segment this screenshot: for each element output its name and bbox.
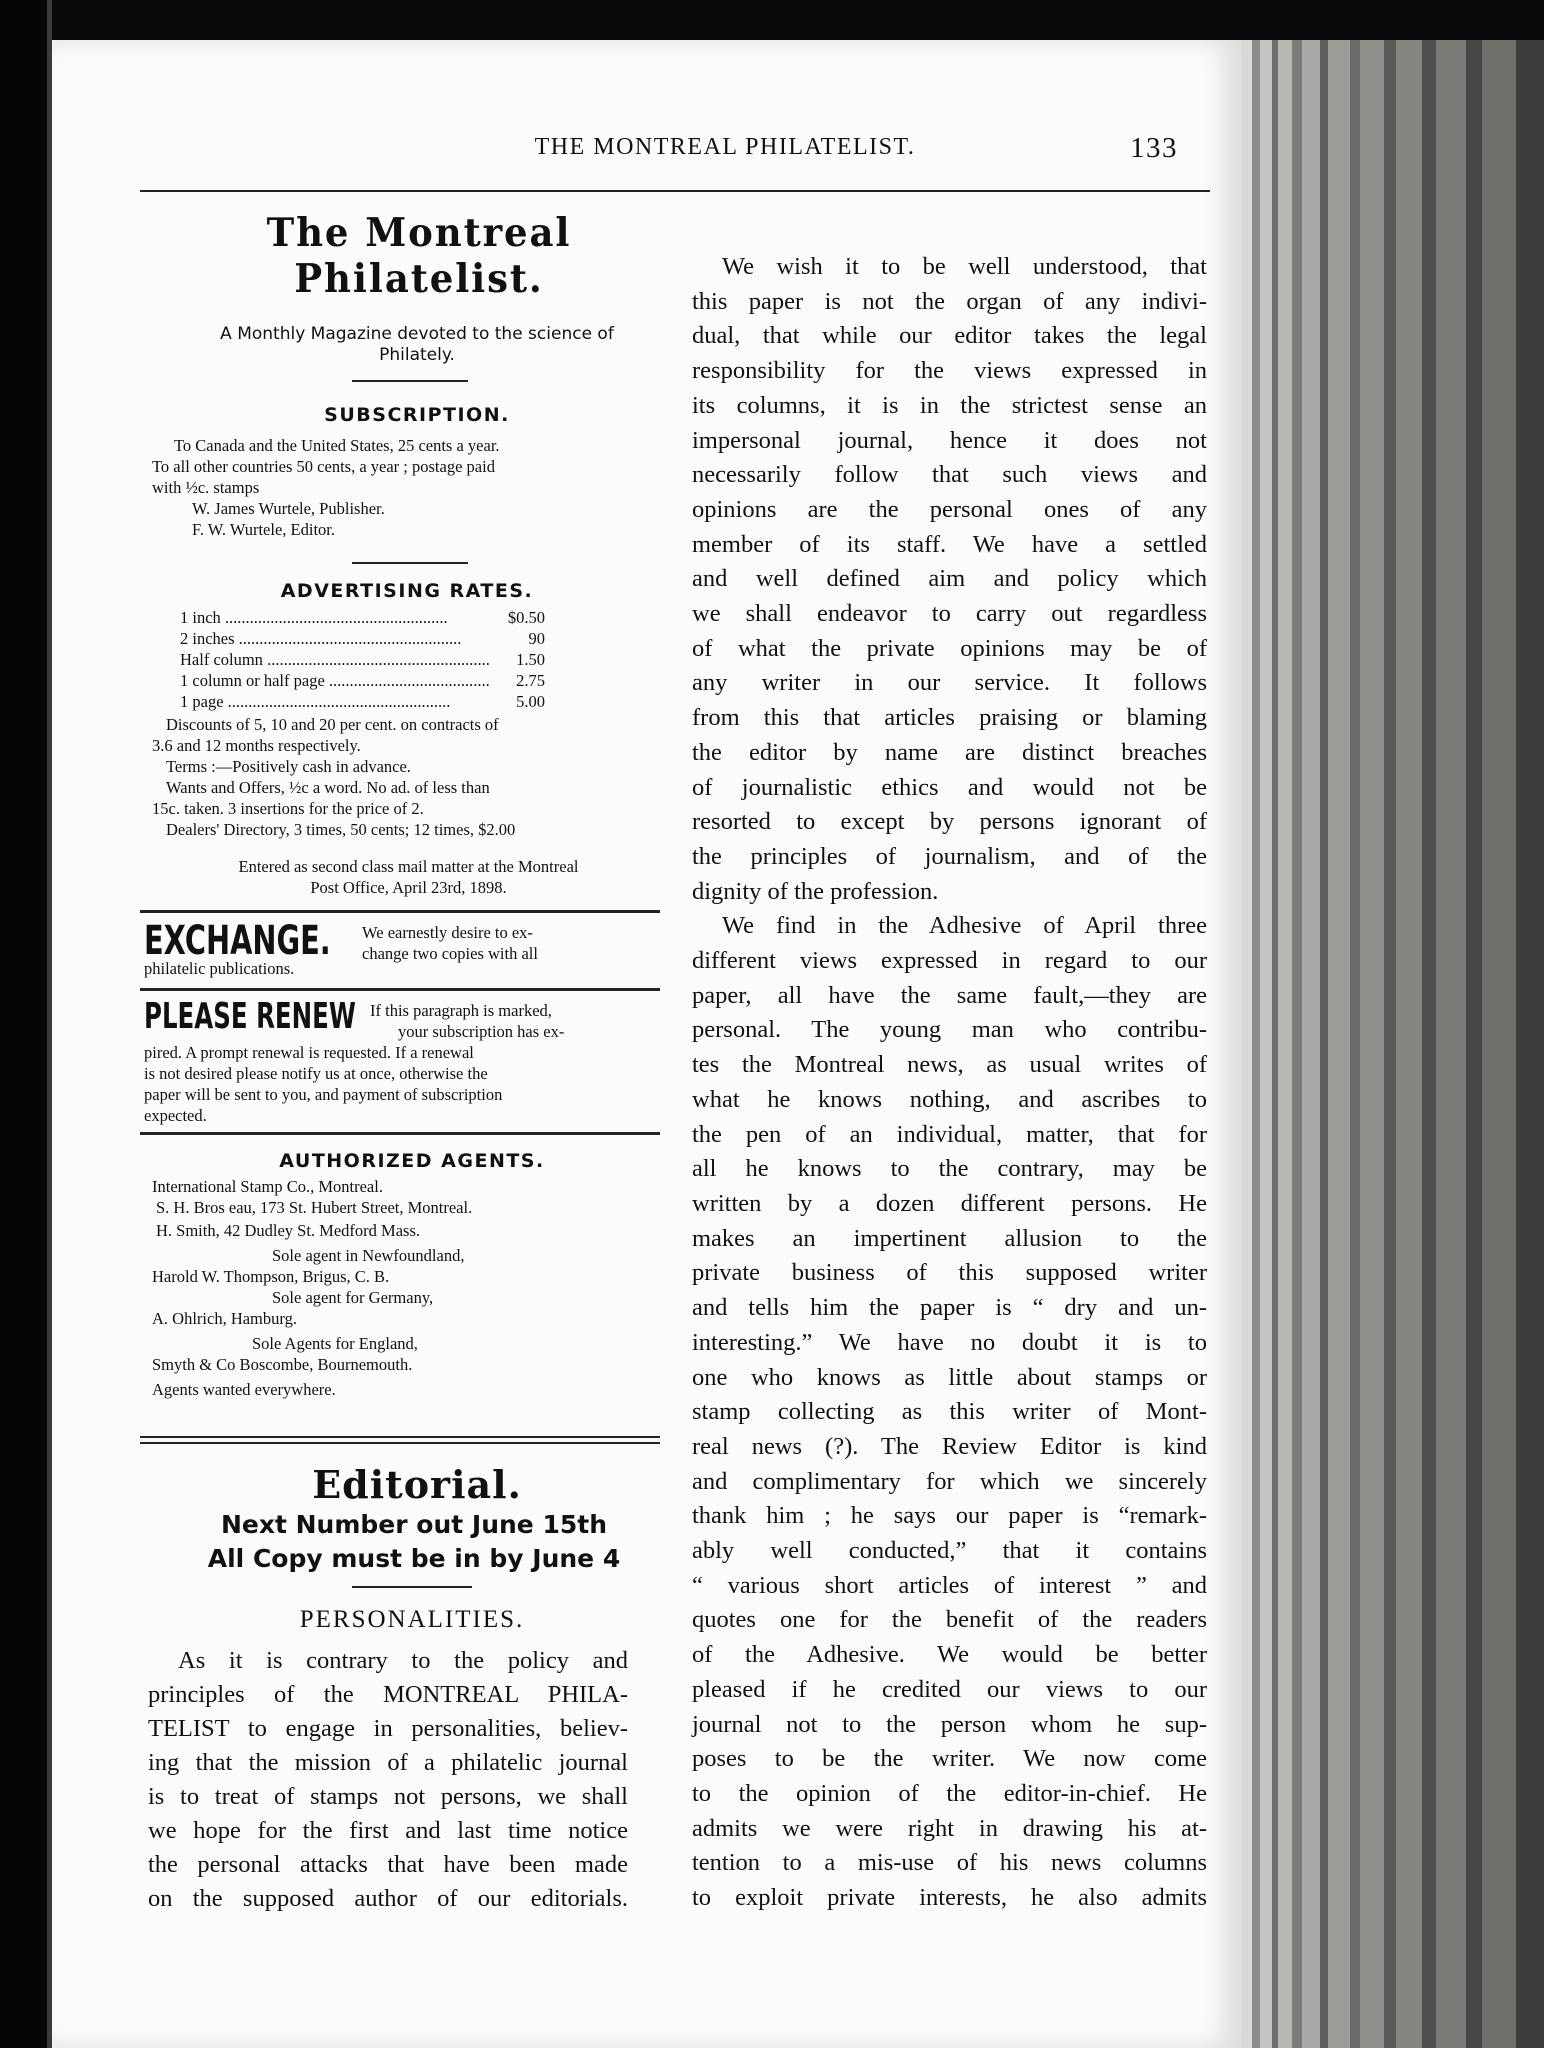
rate-price: 2.75 <box>516 671 545 690</box>
exchange-text-tail <box>144 958 444 979</box>
body-line: the editor by name are distinct breaches <box>692 738 1207 766</box>
rate-label: 1 inch ..... <box>180 607 491 628</box>
editorial-heading: Editorial. <box>312 1462 522 1507</box>
advertising-rates-table <box>180 607 545 712</box>
body-line: to the opinion of the editor-in-chief. He <box>692 1779 1207 1807</box>
tagline-line: A Monthly Magazine devoted to the science of <box>220 324 614 344</box>
body-line: journal not to the person whom he sup- <box>692 1710 1207 1738</box>
copy-deadline-notice: All Copy must be in by June 4 <box>207 1544 621 1573</box>
body-line: all he knows to the contrary, may be <box>692 1155 1207 1183</box>
agent-line: Sole agent in Newfoundland, <box>272 1246 465 1265</box>
subscription-line: To all other countries 50 cents, a year ; postage paid <box>152 457 495 476</box>
body-line: ing that the mission of a philatelic journal <box>148 1749 628 1776</box>
body-line: personal. The young man who contribu- <box>692 1016 1207 1044</box>
body-line: TELIST to engage in personalities, believ- <box>148 1715 628 1742</box>
rate-row <box>180 628 545 649</box>
agent-line: Smyth & Co Boscombe, Bournemouth. <box>152 1355 413 1374</box>
document-page <box>52 40 1242 2048</box>
advertising-note: Dealers' Directory, 3 times, 50 cents; 12 times, $2.00 <box>166 820 516 839</box>
body-line: We find in the Adhesive of April three <box>722 912 1207 940</box>
section-rule <box>140 1132 660 1135</box>
body-line: and tells him the paper is “ dry and un- <box>692 1294 1207 1322</box>
body-line: interesting.” We have no doubt it is to <box>692 1328 1207 1356</box>
body-line: impersonal journal, hence it does not <box>692 426 1207 454</box>
body-line: private business of this supposed writer <box>692 1259 1207 1287</box>
body-line: ably well conducted,” that it contains <box>692 1537 1207 1565</box>
renew-text-bottom <box>144 1042 664 1126</box>
agent-line: International Stamp Co., Montreal. <box>152 1177 383 1196</box>
next-number-notice: Next Number out June 15th <box>220 1510 608 1539</box>
advertising-heading: ADVERTISING RATES. <box>280 580 534 602</box>
masthead-title: The Montreal Philatelist. <box>266 210 572 302</box>
body-line: is to treat of stamps not persons, we shall <box>148 1783 628 1810</box>
postal-entry-notice <box>146 856 671 898</box>
renew-line: expected. <box>144 1106 207 1125</box>
body-line: the principles of journalism, and of the <box>692 842 1207 870</box>
body-line: the pen of an individual, matter, that for <box>692 1120 1207 1148</box>
body-line: responsibility for the views expressed in <box>692 357 1207 385</box>
book-page-edges <box>1242 40 1544 2048</box>
subscription-heading: SUBSCRIPTION. <box>324 404 510 426</box>
body-line: of what the private opinions may be of <box>692 634 1207 662</box>
postal-entry-line: Post Office, April 23rd, 1898. <box>310 878 507 897</box>
body-line: necessarily follow that such views and <box>692 461 1207 489</box>
rate-row <box>180 649 545 670</box>
advertising-notes <box>152 714 672 840</box>
divider <box>352 380 468 382</box>
exchange-line: We earnestly desire to ex- <box>362 923 533 942</box>
right-column-body <box>692 250 1207 1916</box>
advertising-note: 15c. taken. 3 insertions for the price of 2. <box>152 799 424 818</box>
advertising-note: Terms :—Positively cash in advance. <box>166 757 411 776</box>
header-rule <box>140 190 1210 192</box>
agent-line: Agents wanted everywhere. <box>152 1380 336 1399</box>
personalities-subhead: PERSONALITIES. <box>299 1606 525 1633</box>
body-line: pleased if he credited our views to our <box>692 1675 1207 1703</box>
divider <box>352 562 468 564</box>
subscription-block <box>152 435 672 540</box>
body-line: principles of the MONTREAL PHILA- <box>148 1681 628 1708</box>
advertising-note: Discounts of 5, 10 and 20 per cent. on contracts of <box>166 715 499 734</box>
agents-heading: AUTHORIZED AGENTS. <box>279 1150 545 1172</box>
renew-line: is not desired please notify us at once, otherwise the <box>144 1064 488 1083</box>
body-line: resorted to except by persons ignorant of <box>692 808 1207 836</box>
renew-line: your subscription has ex- <box>398 1022 565 1041</box>
rate-price: 90 <box>528 629 545 648</box>
body-line: poses to be the writer. We now come <box>692 1745 1207 1773</box>
body-line: written by a dozen different persons. He <box>692 1189 1207 1217</box>
body-line: paper, all have the same fault,—they are <box>692 981 1207 1009</box>
body-line: makes an impertinent allusion to the <box>692 1224 1207 1252</box>
agent-line: Harold W. Thompson, Brigus, C. B. <box>152 1267 390 1286</box>
rate-row <box>180 607 545 628</box>
double-rule-bottom <box>140 1442 660 1444</box>
body-line: stamp collecting as this writer of Mont- <box>692 1398 1207 1426</box>
body-line: As it is contrary to the policy and <box>178 1647 628 1674</box>
rate-price: $0.50 <box>507 608 545 627</box>
advertising-note: 3.6 and 12 months respectively. <box>152 736 361 755</box>
rate-row <box>180 670 545 691</box>
exchange-label: EXCHANGE. <box>144 918 331 964</box>
exchange-line: philatelic publications. <box>144 959 295 978</box>
body-line: to exploit private interests, he also admits <box>692 1884 1207 1912</box>
body-line: and well defined aim and policy which <box>692 565 1207 593</box>
body-line: tes the Montreal news, as usual writes of <box>692 1051 1207 1079</box>
body-line: on the supposed author of our editorials. <box>148 1885 628 1912</box>
body-line: “ various short articles of interest ” and <box>692 1571 1207 1599</box>
body-line: thank him ; he says our paper is “remark- <box>692 1502 1207 1530</box>
body-line: dual, that while our editor takes the legal <box>692 322 1207 350</box>
body-line: quotes one for the benefit of the readers <box>692 1606 1207 1634</box>
body-line: of the Adhesive. We would be better <box>692 1641 1207 1669</box>
tagline-line: Philately. <box>379 345 455 365</box>
agent-line: Sole Agents for England, <box>252 1334 418 1353</box>
masthead-tagline <box>182 324 652 366</box>
subscription-line: To Canada and the United States, 25 cents a year. <box>174 436 500 455</box>
rate-label: Half column ..... <box>180 649 491 670</box>
agent-line: H. Smith, 42 Dudley St. Medford Mass. <box>156 1221 420 1240</box>
agent-line: S. H. Bros eau, 173 St. Hubert Street, Montreal. <box>156 1198 473 1217</box>
agents-list <box>152 1176 672 1400</box>
editor-line: F. W. Wurtele, Editor. <box>192 520 335 539</box>
body-line: different views expressed in regard to our <box>692 947 1207 975</box>
running-head-title: THE MONTREAL PHILATELIST. <box>534 134 916 160</box>
rate-label: 2 inches ..... <box>180 628 491 649</box>
advertising-note: Wants and Offers, ½c a word. No ad. of less than <box>166 778 490 797</box>
publisher-line: W. James Wurtele, Publisher. <box>192 499 385 518</box>
body-line: tention to a mis-use of his news columns <box>692 1849 1207 1877</box>
body-line: member of its staff. We have a settled <box>692 530 1207 558</box>
body-line: we hope for the first and last time notice <box>148 1817 628 1844</box>
subscription-line: with ½c. stamps <box>152 478 260 497</box>
left-binding-edge <box>0 0 52 2048</box>
rate-price: 1.50 <box>516 650 545 669</box>
body-line: what he knows nothing, and ascribes to <box>692 1085 1207 1113</box>
section-rule <box>140 910 660 913</box>
page-number: 133 <box>1130 132 1178 164</box>
renew-line: pired. A prompt renewal is requested. If a renewal <box>144 1043 474 1062</box>
section-rule <box>140 988 660 991</box>
postal-entry-line: Entered as second class mail matter at the Montreal <box>238 857 579 876</box>
renew-line: paper will be sent to you, and payment of subscription <box>144 1085 503 1104</box>
exchange-line: change two copies with all <box>362 944 538 963</box>
body-line: dignity of the profession. <box>692 877 939 905</box>
body-line: we shall endeavor to carry out regardless <box>692 600 1207 628</box>
body-line: one who knows as little about stamps or <box>692 1363 1207 1391</box>
rate-row <box>180 691 545 712</box>
body-line: real news (?). The Review Editor is kind <box>692 1432 1207 1460</box>
left-column-body <box>148 1644 628 1916</box>
renew-text-top <box>370 1000 660 1042</box>
double-rule-top <box>140 1436 660 1438</box>
body-line: any writer in our service. It follows <box>692 669 1207 697</box>
please-renew-label: PLEASE RENEW <box>144 996 356 1037</box>
rate-price: 5.00 <box>516 692 545 711</box>
agent-line: A. Ohlrich, Hamburg. <box>152 1309 297 1328</box>
body-line: We wish it to be well understood, that <box>722 253 1207 280</box>
agent-line: Sole agent for Germany, <box>272 1288 434 1307</box>
body-line: and complimentary for which we sincerely <box>692 1467 1207 1495</box>
body-line: its columns, it is in the strictest sense an <box>692 391 1207 419</box>
body-line: admits we were right in drawing his at- <box>692 1814 1207 1842</box>
divider <box>352 1586 472 1588</box>
body-line: this paper is not the organ of any indivi- <box>692 287 1207 315</box>
body-line: the personal attacks that have been made <box>148 1851 628 1878</box>
body-line: from this that articles praising or blaming <box>692 704 1207 732</box>
body-line: opinions are the personal ones of any <box>692 495 1207 523</box>
rate-label: 1 page ..... <box>180 691 491 712</box>
body-line: of journalistic ethics and would not be <box>692 773 1207 801</box>
rate-label: 1 column or half page ..... <box>180 670 491 691</box>
renew-line: If this paragraph is marked, <box>370 1001 552 1020</box>
